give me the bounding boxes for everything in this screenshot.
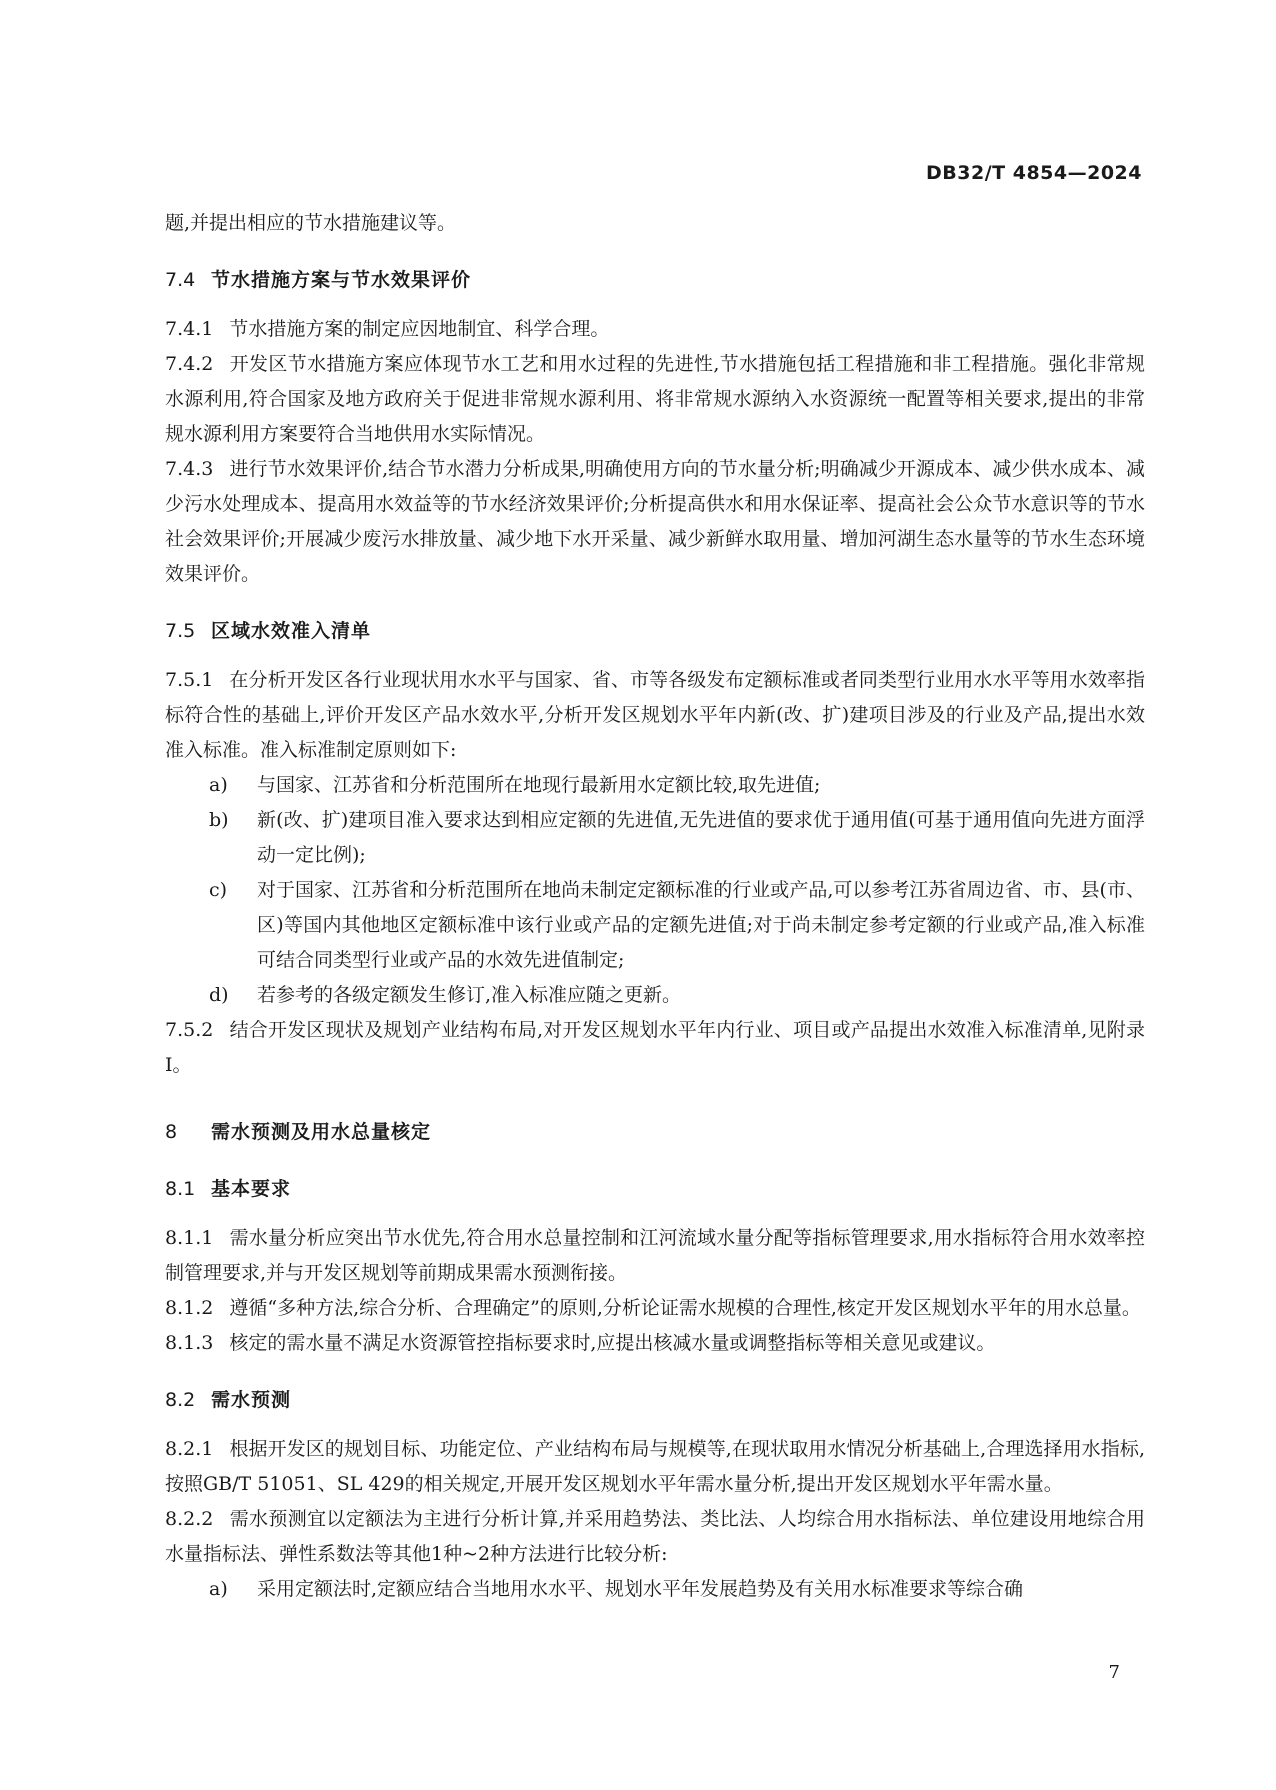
- heading-title: 需水预测及用水总量核定: [211, 1121, 432, 1143]
- clause-text: 结合开发区现状及规划产业结构布局,对开发区规划水平年内行业、项目或产品提出水效准入标准清单,见附录I。: [165, 1019, 1145, 1076]
- heading-number: 8.2: [165, 1389, 196, 1411]
- list-item: [165, 1572, 1145, 1607]
- section-heading: [165, 1172, 1145, 1207]
- heading-number: 8: [165, 1121, 178, 1143]
- list-item-label: c): [209, 879, 228, 901]
- clause-number: 7.5.1: [165, 669, 214, 691]
- clause-text: 需水预测宜以定额法为主进行分析计算,并采用趋势法、类比法、人均综合用水指标法、单位建设用地综合用水量指标法、弹性系数法等其他1种~2种方法进行比较分析:: [165, 1508, 1145, 1565]
- clause-number: 8.1.2: [165, 1297, 214, 1319]
- clause-text: 节水措施方案的制定应因地制宜、科学合理。: [229, 318, 610, 340]
- section-heading: [165, 1383, 1145, 1418]
- clause-number: 8.1.1: [165, 1227, 214, 1249]
- clause-text: 核定的需水量不满足水资源管控指标要求时,应提出核减水量或调整指标等相关意见或建议。: [229, 1332, 996, 1354]
- heading-title: 基本要求: [211, 1178, 292, 1200]
- clause-paragraph: [165, 206, 1145, 241]
- clause-paragraph: [165, 347, 1145, 452]
- clause-paragraph: [165, 1013, 1145, 1083]
- list-item-text: 新(改、扩)建项目准入要求达到相应定额的先进值,无先进值的要求优于通用值(可基于通用值向先进方面浮动一定比例);: [257, 809, 1145, 866]
- clause-paragraph: [165, 1432, 1145, 1502]
- heading-number: 7.5: [165, 620, 196, 642]
- clause-paragraph: [165, 663, 1145, 768]
- list-item: [165, 873, 1145, 978]
- clause-paragraph: [165, 452, 1145, 592]
- clause-paragraph: [165, 1502, 1145, 1572]
- list-item-text: 与国家、江苏省和分析范围所在地现行最新用水定额比较,取先进值;: [257, 774, 821, 796]
- clause-number: 7.5.2: [165, 1019, 214, 1041]
- section-heading: [165, 263, 1145, 298]
- list-item-label: a): [209, 1578, 228, 1600]
- clause-paragraph: [165, 1291, 1145, 1326]
- list-item: [165, 803, 1145, 873]
- clause-number: 7.4.1: [165, 318, 214, 340]
- heading-title: 节水措施方案与节水效果评价: [211, 269, 472, 291]
- clause-text: 需水量分析应突出节水优先,符合用水总量控制和江河流域水量分配等指标管理要求,用水指标符合用水效率控制管理要求,并与开发区规划等前期成果需水预测衔接。: [165, 1227, 1145, 1284]
- heading-number: 7.4: [165, 269, 196, 291]
- list-item: [165, 978, 1145, 1013]
- clause-text: 进行节水效果评价,结合节水潜力分析成果,明确使用方向的节水量分析;明确减少开源成本、减少供水成本、减少污水处理成本、提高用水效益等的节水经济效果评价;分析提高供水和用水保证率、提高社会公众节水意识等的节水社会效果评价;开展减少废污水排放量、减少地下水开采量、减少新鲜水取用量、增加河湖生态水量等的节水生态环境效果评价。: [165, 458, 1145, 585]
- list-item-label: d): [209, 984, 229, 1006]
- clause-number: 8.1.3: [165, 1332, 214, 1354]
- list-item-text: 若参考的各级定额发生修订,准入标准应随之更新。: [257, 984, 682, 1006]
- heading-title: 需水预测: [211, 1389, 292, 1411]
- page-number: 7: [1108, 1662, 1120, 1683]
- clause-text: 遵循“多种方法,综合分析、合理确定”的原则,分析论证需水规模的合理性,核定开发区规划水平年的用水总量。: [229, 1297, 1141, 1319]
- standard-number: DB32/T 4854—2024: [926, 162, 1142, 184]
- list-item-text: 对于国家、江苏省和分析范围所在地尚未制定定额标准的行业或产品,可以参考江苏省周边省、市、县(市、区)等国内其他地区定额标准中该行业或产品的定额先进值;对于尚未制定参考定额的行业或产品,准入标准可结合同类型行业或产品的水效先进值制定;: [257, 879, 1145, 971]
- clause-text: 在分析开发区各行业现状用水水平与国家、省、市等各级发布定额标准或者同类型行业用水水平等用水效率指标符合性的基础上,评价开发区产品水效水平,分析开发区规划水平年内新(改、扩)建项目涉及的行业及产品,提出水效准入标准。准入标准制定原则如下:: [165, 669, 1145, 761]
- clause-text: 根据开发区的规划目标、功能定位、产业结构布局与规模等,在现状取用水情况分析基础上,合理选择用水指标,按照GB/T 51051、SL 429的相关规定,开展开发区规划水平年需水量分析,提出开发区规划水平年需水量。: [165, 1438, 1145, 1495]
- heading-number: 8.1: [165, 1178, 196, 1200]
- list-item-text: 采用定额法时,定额应结合当地用水水平、规划水平年发展趋势及有关用水标准要求等综合确: [257, 1578, 1024, 1600]
- heading-title: 区域水效准入清单: [211, 620, 372, 642]
- clause-number: 8.2.2: [165, 1508, 214, 1530]
- clause-number: 7.4.3: [165, 458, 214, 480]
- chapter-heading: [165, 1115, 1145, 1150]
- clause-paragraph: [165, 1326, 1145, 1361]
- list-item: [165, 768, 1145, 803]
- clause-text: 开发区节水措施方案应体现节水工艺和用水过程的先进性,节水措施包括工程措施和非工程措施。强化非常规水源利用,符合国家及地方政府关于促进非常规水源利用、将非常规水源纳入水资源统一配置等相关要求,提出的非常规水源利用方案要符合当地供用水实际情况。: [165, 353, 1145, 445]
- clause-number: 8.2.1: [165, 1438, 214, 1460]
- clause-text: 题,并提出相应的节水措施建议等。: [165, 212, 457, 234]
- document-body: [165, 206, 1145, 1607]
- list-item-label: a): [209, 774, 228, 796]
- clause-paragraph: [165, 312, 1145, 347]
- list-item-label: b): [209, 809, 229, 831]
- section-heading: [165, 614, 1145, 649]
- clause-number: 7.4.2: [165, 353, 214, 375]
- clause-paragraph: [165, 1221, 1145, 1291]
